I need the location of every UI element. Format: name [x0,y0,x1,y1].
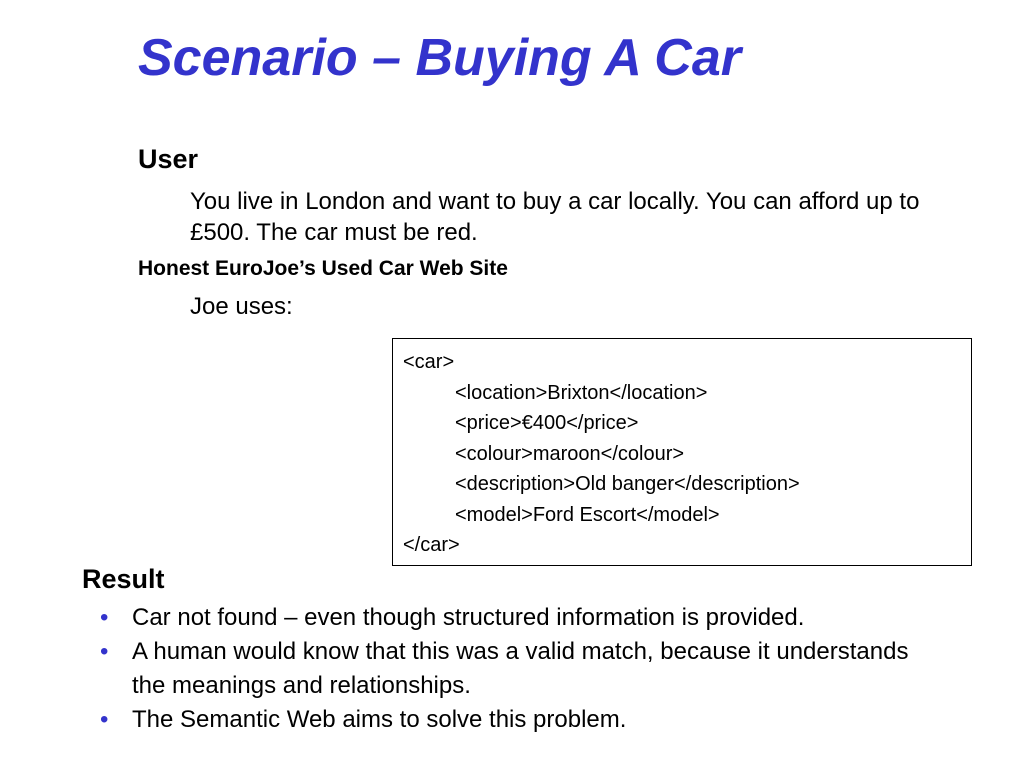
result-item-text: The Semantic Web aims to solve this problem. [132,706,627,733]
bullet-icon: • [100,706,109,733]
xml-line-price: <price>€400</price> [455,412,639,434]
xml-code-box [392,338,972,566]
site-intro: Joe uses: [190,293,293,320]
user-description: You live in London and want to buy a car locally. You can afford up to £500. The car must be red. [190,188,920,246]
result-item [82,703,942,737]
bullet-icon: • [100,638,109,665]
xml-line-location: <location>Brixton</location> [455,381,708,404]
result-item-text: Car not found – even though structured information is provided. [132,604,805,631]
result-item [82,635,942,703]
xml-line-close-car: </car> [403,534,460,556]
xml-line-description: <description>Old banger</description> [455,473,800,495]
result-item-text: A human would know that this was a valid match, because it understands the meanings and relationships. [132,638,909,699]
site-heading: Honest EuroJoe’s Used Car Web Site [138,257,508,280]
xml-line-colour: <colour>maroon</colour> [455,442,685,465]
user-heading: User [138,144,199,174]
xml-line-open-car: <car> [403,351,455,373]
result-list [82,601,942,737]
result-item [82,601,942,635]
slide-title: Scenario – Buying A Car [138,29,741,87]
xml-line-model: <model>Ford Escort</model> [455,503,720,526]
result-heading: Result [82,564,165,594]
bullet-icon: • [100,604,109,631]
